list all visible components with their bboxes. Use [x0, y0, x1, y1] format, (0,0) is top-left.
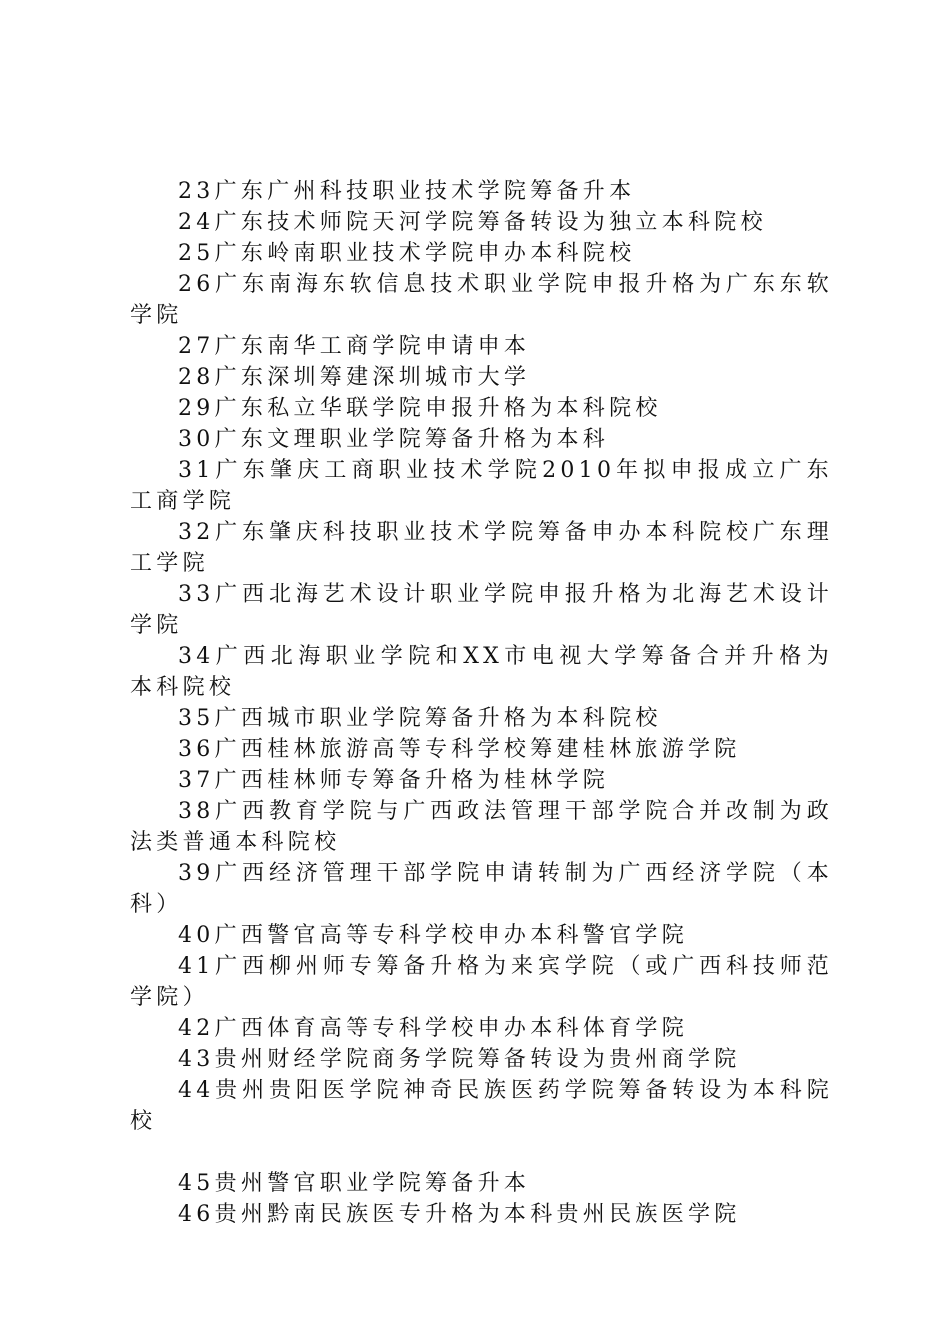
list-item: 23广东广州科技职业技术学院筹备升本 — [178, 179, 636, 204]
list-item: 32广东肇庆科技职业技术学院筹备申办本科院校广东理工学院 — [130, 520, 833, 576]
list-item: 36广西桂林旅游高等专科学校筹建桂林旅游学院 — [178, 737, 741, 762]
list-item: 30广东文理职业学院筹备升格为本科 — [178, 427, 610, 452]
list-item: 33广西北海艺术设计职业学院申报升格为北海艺术设计学院 — [130, 582, 833, 638]
document-body — [130, 176, 833, 1230]
list-item: 40广西警官高等专科学校申办本科警官学院 — [178, 923, 688, 948]
list-item: 39广西经济管理干部学院申请转制为广西经济学院（本科） — [130, 861, 833, 917]
list-item: 31广东肇庆工商职业技术学院2010年拟申报成立广东工商学院 — [130, 458, 833, 514]
list-item: 34广西北海职业学院和XX市电视大学筹备合并升格为本科院校 — [130, 644, 833, 700]
list-item: 43贵州财经学院商务学院筹备转设为贵州商学院 — [178, 1047, 741, 1072]
list-item: 24广东技术师院天河学院筹备转设为独立本科院校 — [178, 210, 767, 235]
list-item: 37广西桂林师专筹备升格为桂林学院 — [178, 768, 610, 793]
list-item: 38广西教育学院与广西政法管理干部学院合并改制为政法类普通本科院校 — [130, 799, 833, 855]
list-item: 44贵州贵阳医学院神奇民族医药学院筹备转设为本科院校 — [130, 1078, 833, 1134]
list-item: 46贵州黔南民族医专升格为本科贵州民族医学院 — [178, 1202, 741, 1227]
list-item: 41广西柳州师专筹备升格为来宾学院（或广西科技师范学院） — [130, 954, 833, 1010]
list-item: 29广东私立华联学院申报升格为本科院校 — [178, 396, 662, 421]
list-item: 42广西体育高等专科学校申办本科体育学院 — [178, 1016, 688, 1041]
list-item: 26广东南海东软信息技术职业学院申报升格为广东东软学院 — [130, 272, 833, 328]
list-item: 25广东岭南职业技术学院申办本科院校 — [178, 241, 636, 266]
list-item: 28广东深圳筹建深圳城市大学 — [178, 365, 531, 390]
list-item: 27广东南华工商学院申请申本 — [178, 334, 531, 359]
list-item: 45贵州警官职业学院筹备升本 — [178, 1171, 531, 1196]
list-item: 35广西城市职业学院筹备升格为本科院校 — [178, 706, 662, 731]
